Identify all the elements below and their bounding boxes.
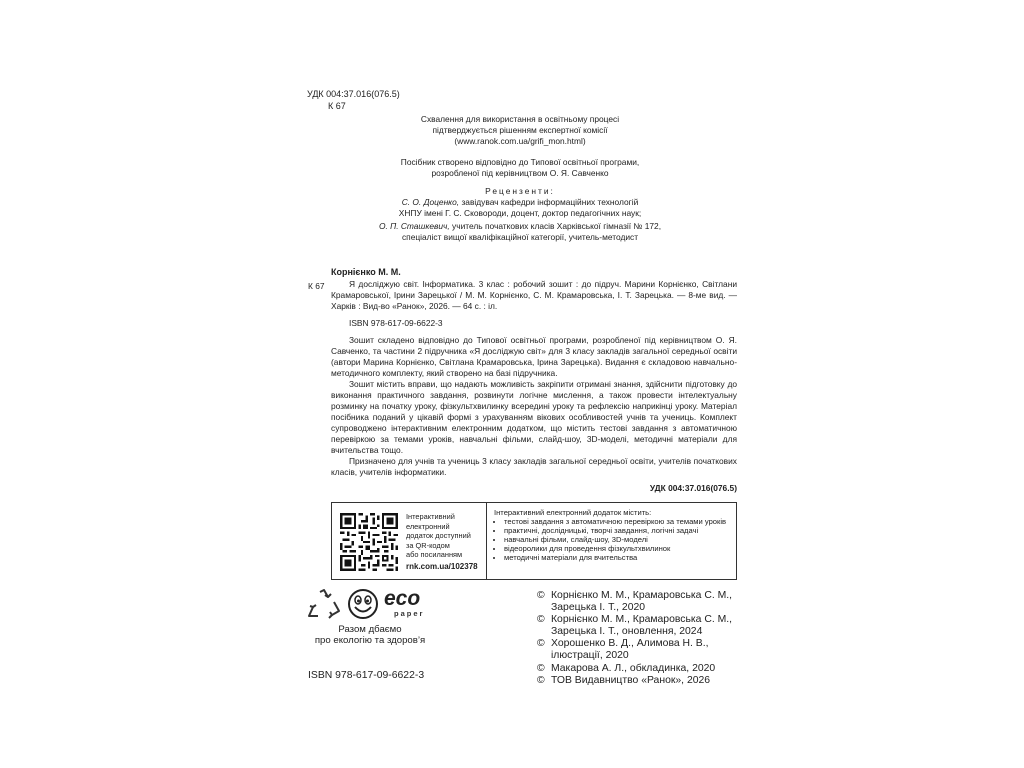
- catalog-code-top: К 67: [328, 101, 346, 111]
- approval-line: Схвалення для використання в освітньому процесі: [420, 114, 620, 124]
- copyright-text: Макарова А. Л., обкладинка, 2020: [551, 662, 716, 674]
- list-item: • практичні, дослідницькі, творчі завдання, логічні задачі: [504, 526, 734, 535]
- udk-code: УДК 004:37.016(076.5): [307, 89, 400, 99]
- copyright-text: Корнієнко М. М., Крамаровська С. М., Зарецька І. Т., 2020: [551, 590, 733, 614]
- reviewer-1-affiliation: ХНПУ імені Г. С. Сковороди, доцент, доктор педагогічних наук;: [398, 208, 642, 218]
- reviewer-1-role: завідувач кафедри інформаційних технологій: [459, 197, 639, 207]
- addon-access-note: [406, 512, 484, 572]
- copyright-row: [537, 663, 737, 675]
- addon-link[interactable]: rnk.com.ua/102378: [406, 561, 478, 571]
- eco-icons: [306, 588, 436, 622]
- udk-header: [307, 88, 507, 112]
- copyright-row: [537, 614, 737, 638]
- copyright-text: Корнієнко М. М., Крамаровська С. М., Зарецька І. Т., оновлення, 2024: [551, 614, 733, 638]
- addon-note-line: додаток доступний: [406, 531, 471, 541]
- copyright-row: [537, 590, 737, 614]
- reviewer-1-name: С. О. Доценко,: [401, 197, 460, 207]
- list-item: • відеоролики для проведення фізкультхвилинок: [504, 544, 734, 553]
- copyright-row: [537, 675, 737, 687]
- copyright-icon: ©: [537, 638, 545, 650]
- reviewer-2-name: О. П. Сташкевич,: [378, 221, 450, 231]
- annotation-paragraph: Зошит містить вправи, що надають можливість закріпити отримані знання, здійснити підготовку до виконання практичного завдання, розвинути логічне мислення, а також провести інтелектуальну розминку на початку уроку, фізкультхвилинку всередині уроку та рефлексію наприкінці уроку. Матеріал посібника поданий у цікавій формі з урахуванням вікових особливостей учнів та учениць. Комплект супроводжено інтерактивним електронним додатком, що містить тестові завдання з автоматичною перевіркою за темами уроків, навчальні фільми, слайд-шоу, 3D-моделі, методичні матеріали для вчительства тощо.: [331, 379, 737, 455]
- paper-logo-word: paper: [394, 609, 425, 618]
- addon-contents-list: [494, 517, 734, 562]
- addon-divider: [486, 503, 487, 579]
- catalog-author: Корнієнко М. М.: [331, 267, 401, 277]
- addon-note-line: електронний: [406, 521, 450, 531]
- smiley-face-icon: [347, 588, 379, 621]
- reviewers-title: Рецензенти:: [485, 186, 555, 196]
- approval-note: [390, 114, 650, 147]
- copyright-text: ТОВ Видавництво «Ранок», 2026: [551, 674, 711, 686]
- addon-contents: [494, 508, 734, 563]
- approval-line: підтверджується рішенням експертної комісії: [432, 125, 608, 135]
- program-line: Посібник створено відповідно до Типової освітньої програми,: [400, 157, 640, 167]
- eco-slogan: [300, 624, 440, 646]
- copyright-row: [537, 638, 737, 662]
- approval-line: (www.ranok.com.ua/grifi_mon.html): [454, 136, 586, 146]
- recycle-icon: [306, 588, 342, 621]
- copyrights-block: [537, 590, 737, 687]
- reviewer-2-qualification: спеціаліст вищої кваліфікаційної категорії, учитель-методист: [401, 232, 639, 242]
- annotation-paragraph: Зошит складено відповідно до Типової освітньої програми, розробленої під керівництвом О. Я. Савченко, та частини 2 підручника «Я досліджую світ» для 3 класу закладів загальної середньої освіти (автори Марина Корнієнко, Світлана Крамаровська, Ірина Зарецька). Видання є складовою навчально-методичного комплекту, який створено на базі підручника.: [331, 335, 737, 378]
- reviewer-2-role: учитель початкових класів Харківської гімназії № 172,: [449, 221, 662, 231]
- addon-note-line: Інтерактивний: [406, 512, 455, 521]
- bottom-isbn: ISBN 978-617-09-6622-3: [308, 670, 425, 681]
- copyright-icon: ©: [537, 674, 545, 686]
- catalog-isbn: ISBN 978-617-09-6622-3: [349, 318, 443, 328]
- list-item: • тестові завдання з автоматичною перевіркою за темами уроків: [504, 517, 734, 526]
- copyright-icon: ©: [537, 614, 545, 626]
- eco-slogan-line: про екологію та здоров’я: [314, 635, 426, 646]
- copyright-text: Хорошенко В. Д., Алимова Н. В., ілюстрації, 2020: [551, 638, 709, 662]
- qr-code-icon[interactable]: [340, 513, 398, 571]
- catalog-code: К 67: [308, 281, 325, 291]
- list-item: • навчальні фільми, слайд-шоу, 3D-моделі: [504, 535, 734, 544]
- reviewers-block: [350, 186, 690, 243]
- addon-note-line: за QR-кодом: [406, 540, 450, 550]
- catalog-entry: Я досліджую світ. Інформатика. 3 клас : робочий зошит : до підруч. Марини Корнієнко, Світлани Крамаровської, Ірини Зарецької / М. М. Корнієнко, С. М. Крамаровська, І. Т. Зарецька. — 8-ме вид. — Харків : Вид-во «Ранок», 2026. — 64 с. : іл.: [331, 279, 737, 311]
- interactive-addon-box: [331, 502, 737, 580]
- eco-logo-word: eco: [384, 587, 421, 610]
- list-item: • методичні матеріали для вчительства: [504, 553, 734, 562]
- catalog-body: [331, 279, 737, 494]
- program-note: [360, 157, 680, 179]
- addon-contents-title: Інтерактивний електронний додаток містить:: [494, 508, 652, 517]
- addon-note-line: або посиланням: [406, 550, 463, 560]
- copyright-icon: ©: [537, 662, 545, 674]
- annotation-paragraph: Призначено для учнів та учениць 3 класу закладів загальної середньої освіти, учителів початкових класів, учителів інформатики.: [331, 456, 737, 477]
- udk-bottom: УДК 004:37.016(076.5): [649, 483, 737, 493]
- copyright-icon: ©: [537, 590, 545, 601]
- eco-slogan-line: Разом дбаємо: [338, 624, 402, 635]
- program-line: розробленої під керівництвом О. Я. Савченко: [431, 168, 609, 178]
